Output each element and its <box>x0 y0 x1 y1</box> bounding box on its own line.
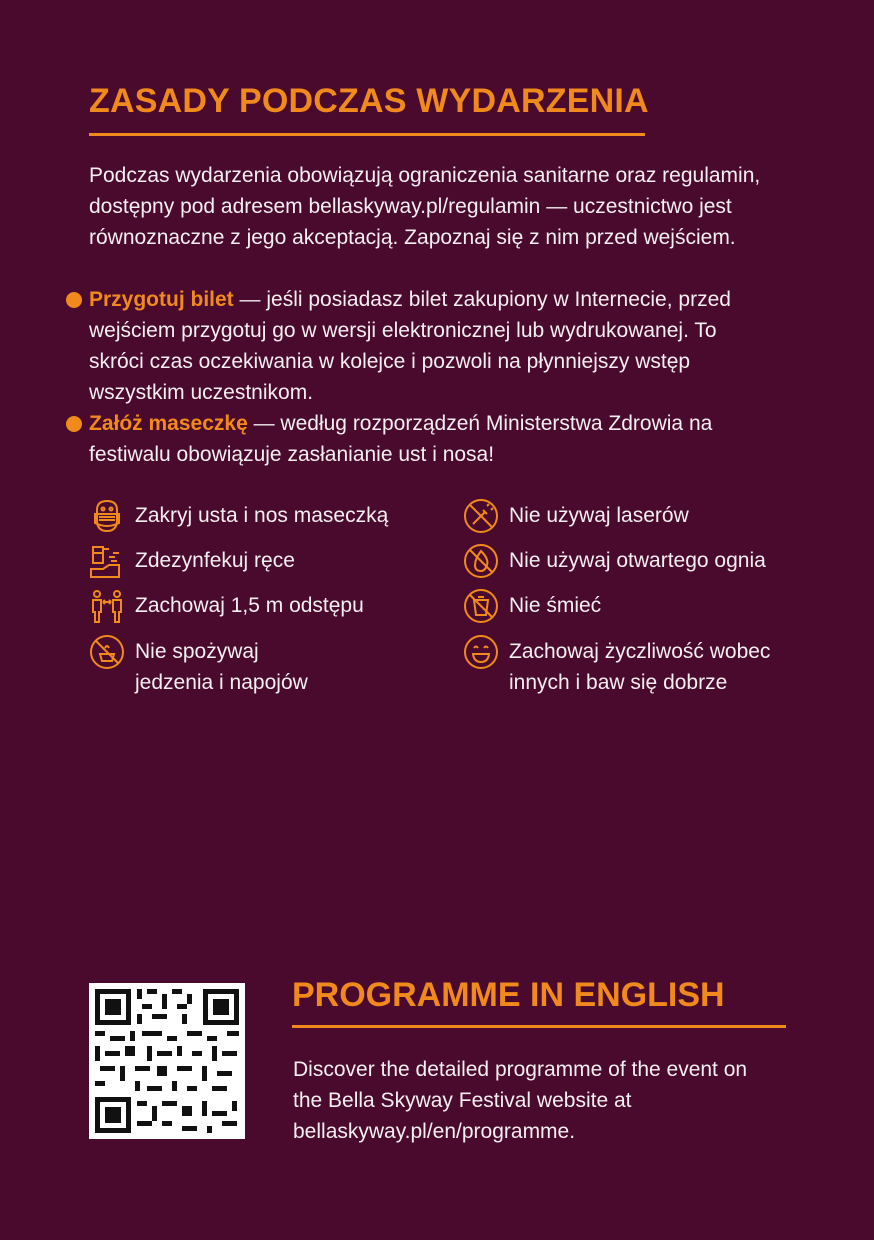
rule-sanitize <box>89 543 295 579</box>
bullet-mask <box>66 408 766 470</box>
rule-text: Zachowaj życzliwość wobec innych i baw się dobrze <box>509 640 771 694</box>
smile-icon <box>463 634 499 670</box>
programme-text: Discover the detailed programme of the event on the Bella Skyway Festival website at bellaskyway.pl/en/programme. <box>293 1058 748 1143</box>
rule-no-laser <box>463 498 689 534</box>
page-title: ZASADY PODCZAS WYDARZENIA <box>89 82 645 136</box>
rule-mask <box>89 498 388 534</box>
rule-text: Zakryj usta i nos maseczką <box>135 504 389 527</box>
bullet-ticket-heading: Przygotuj bilet <box>89 288 234 311</box>
no-litter-icon <box>463 588 499 624</box>
rule-no-food <box>89 634 308 698</box>
sanitizer-icon <box>89 543 125 579</box>
face-mask-icon <box>89 498 125 534</box>
intro-paragraph: Podczas wydarzenia obowiązują ograniczenia sanitarne oraz regulamin, dostępny pod adresem bellaskyway.pl/regulamin — uczestnictwo jest równoznaczne z jego akceptacją. Zapoznaj się z nim przed wejściem. <box>89 164 761 249</box>
bullet-ticket-text: — jeśli posiadasz bilet zakupiony w Internecie, przed wejściem przygotuj go w wersji elektronicznej lub wydrukowanej. To skróci czas oczekiwania w kolejce i pozwoli na płynniejszy wstęp wszystkim uczestnikom. <box>89 288 731 404</box>
rule-no-litter <box>463 588 601 624</box>
rule-kindness <box>463 634 770 698</box>
no-food-icon <box>89 634 125 670</box>
bullet-mask-text: — według rozporządzeń Ministerstwa Zdrowia na festiwalu obowiązuje zasłanianie ust i nosa! <box>89 412 713 466</box>
rule-no-fire <box>463 543 766 579</box>
programme-title: PROGRAMME IN ENGLISH <box>292 976 786 1028</box>
bullet-dot-icon <box>66 292 82 308</box>
bullet-list <box>66 284 766 470</box>
rule-text: Zdezynfekuj ręce <box>135 549 295 572</box>
rule-distance <box>89 588 364 624</box>
no-fire-icon <box>463 543 499 579</box>
rule-text: Zachowaj 1,5 m odstępu <box>135 594 364 617</box>
distance-icon <box>89 588 125 624</box>
no-laser-icon <box>463 498 499 534</box>
bullet-dot-icon <box>66 416 82 432</box>
bullet-ticket <box>66 284 766 408</box>
rule-text: Nie używaj laserów <box>509 504 689 527</box>
qr-code[interactable] <box>89 983 245 1139</box>
rule-text: Nie śmieć <box>509 594 602 617</box>
rule-text: Nie spożywaj jedzenia i napojów <box>135 640 308 694</box>
bullet-mask-heading: Załóż maseczkę <box>89 412 248 435</box>
rule-text: Nie używaj otwartego ognia <box>509 549 766 572</box>
